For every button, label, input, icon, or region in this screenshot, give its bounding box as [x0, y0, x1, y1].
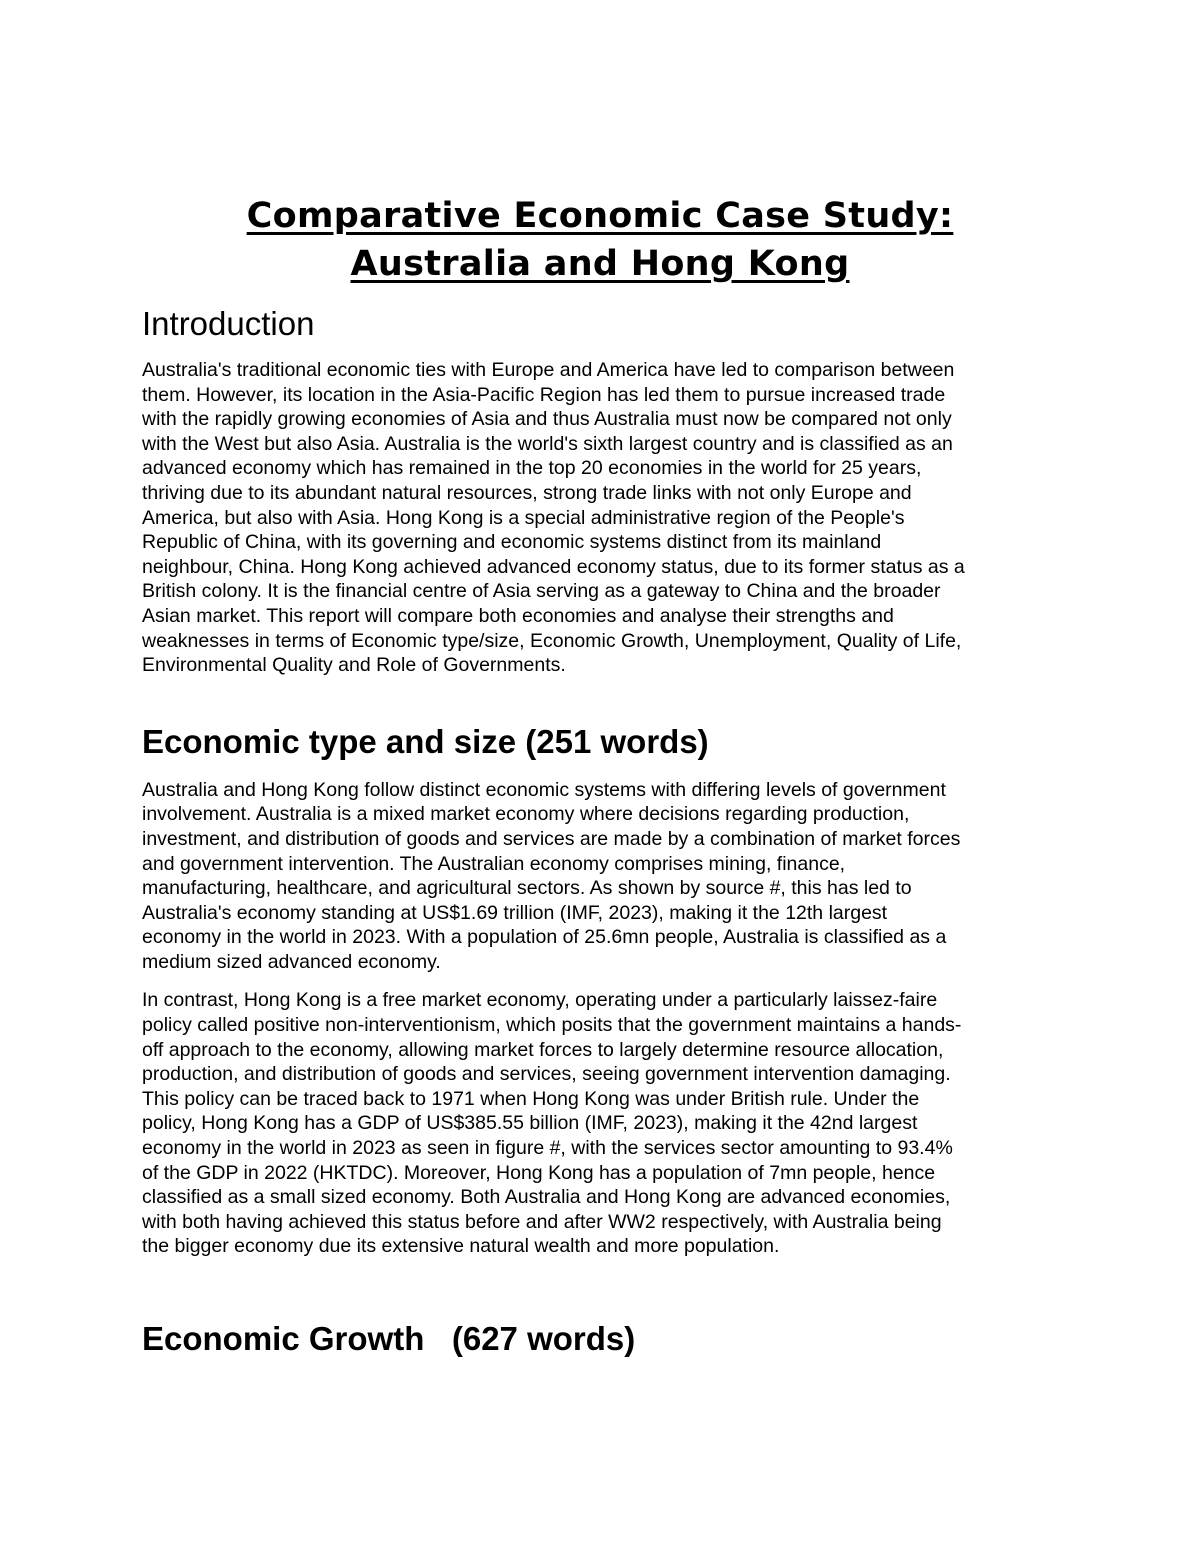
document-title	[142, 190, 1058, 288]
document-body	[142, 190, 1058, 1359]
heading-economic-growth: Economic Growth (627 words)	[142, 1320, 636, 1357]
heading-economic-type-and-size: Economic type and size (251 words)	[142, 722, 709, 760]
title-line-1: Comparative Economic Case Study:	[246, 196, 954, 236]
paragraph-hong-kong-economy: In contrast, Hong Kong is a free market economy, operating under a particularly laissez-faire policy called positive non-interventionism, which posits that the government maintains a hands- off approach to the economy, allowing market forces to largely determine resource allocation, production, and distribution of goods and services, seeing government intervention damaging. This policy can be traced back to 1971 when Hong Kong was under British rule. Under the policy, Hong Kong has a GDP of US$385.55 billion (IMF, 2023), making it the 42nd largest economy in the world in 2023 as seen in figure #, with the services sector amounting to 93.4% of the GDP in 2022 (HKTDC). Moreover, Hong Kong has a population of 7mn people, hence classified as a small sized economy. Both Australia and Hong Kong are advanced economies, with both having achieved this status before and after WW2 respectively, with Australia being the bigger economy due its extensive natural wealth and more population.	[142, 989, 962, 1258]
paragraph-australia-economy: Australia and Hong Kong follow distinct economic systems with differing levels of government involvement. Australia is a mixed market economy where decisions regarding production, investment, and distribution of goods and services are made by a combination of market forces and government intervention. The Australian economy comprises mining, finance, manufacturing, healthcare, and agricultural sectors. As shown by source #, this has led to Australia's economy standing at US$1.69 trillion (IMF, 2023), making it the 12th largest economy in the world in 2023. With a population of 25.6mn people, Australia is classified as a medium sized advanced economy.	[142, 778, 961, 973]
title-line-2: Australia and Hong Kong	[350, 244, 850, 284]
paragraph-introduction: Australia's traditional economic ties with Europe and America have led to comparison between them. However, its location in the Asia-Pacific Region has led them to pursue increased trade with the rapidly growing economies of Asia and thus Australia must now be compared not only with the West but also Asia. Australia is the world's sixth largest country and is classified as an advanced economy which has remained in the top 20 economies in the world for 25 years, thriving due to its abundant natural resources, strong trade links with not only Europe and America, but also with Asia. Hong Kong is a special administrative region of the People's Republic of China, with its governing and economic systems distinct from its mainland neighbour, China. Hong Kong achieved advanced economy status, due to its former status as a British colony. It is the financial centre of Asia serving as a gateway to China and the broader Asian market. This report will compare both economies and analyse their strengths and weaknesses in terms of Economic type/size, Economic Growth, Unemployment, Quality of Life, Environmental Quality and Role of Governments.	[142, 359, 965, 677]
heading-introduction: Introduction	[142, 305, 315, 342]
